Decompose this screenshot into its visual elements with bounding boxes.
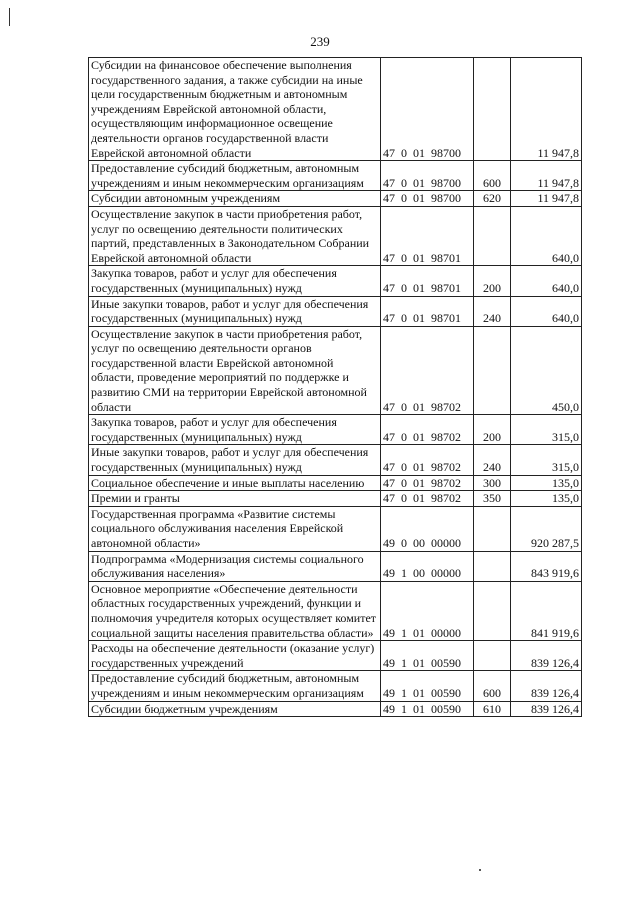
- row-expense-type-cell: 600: [474, 161, 511, 191]
- row-expense-type-cell: 200: [474, 415, 511, 445]
- row-code-cell: 49 1 01 00590: [381, 641, 474, 671]
- row-expense-type-cell: 300: [474, 475, 511, 491]
- row-code-cell: 47 0 01 98701: [381, 266, 474, 296]
- row-expense-type-cell: [474, 506, 511, 551]
- row-expense-type-cell: 240: [474, 296, 511, 326]
- table-row: [89, 58, 582, 161]
- row-expense-type-cell: 620: [474, 191, 511, 207]
- row-name-cell: Осуществление закупок в части приобретения работ, услуг по освещению деятельности политических партий, представленных в Законодательном Собрании Еврейской автономной области: [89, 206, 381, 265]
- row-expense-type-cell: 200: [474, 266, 511, 296]
- row-amount-cell: 315,0: [511, 415, 582, 445]
- row-name-cell: Иные закупки товаров, работ и услуг для обеспечения государственных (муниципальных) нужд: [89, 445, 381, 475]
- budget-table-body: [89, 58, 582, 717]
- row-name-cell: Закупка товаров, работ и услуг для обеспечения государственных (муниципальных) нужд: [89, 415, 381, 445]
- budget-table: [88, 57, 582, 717]
- row-amount-cell: 640,0: [511, 296, 582, 326]
- row-expense-type-cell: [474, 58, 511, 161]
- row-name-cell: Субсидии бюджетным учреждениям: [89, 701, 381, 717]
- row-amount-cell: 839 126,4: [511, 701, 582, 717]
- row-amount-cell: 841 919,6: [511, 581, 582, 640]
- row-name-cell: Субсидии на финансовое обеспечение выполнения государственного задания, а также субсидии на иные цели государственным бюджетным и автономным учреждениям Еврейской автономной области, осуществляющим информационное освещение деятельности органов государственной власти Еврейской автономной области: [89, 58, 381, 161]
- row-code-cell: 47 0 01 98702: [381, 445, 474, 475]
- row-name-cell: Социальное обеспечение и иные выплаты населению: [89, 475, 381, 491]
- row-expense-type-cell: 610: [474, 701, 511, 717]
- row-expense-type-cell: [474, 581, 511, 640]
- row-code-cell: 49 0 00 00000: [381, 506, 474, 551]
- row-amount-cell: 450,0: [511, 326, 582, 415]
- row-name-cell: Предоставление субсидий бюджетным, автономным учреждениям и иным некоммерческим организациям: [89, 671, 381, 701]
- table-row: [89, 475, 582, 491]
- row-name-cell: Премии и гранты: [89, 491, 381, 507]
- table-row: [89, 491, 582, 507]
- table-row: [89, 641, 582, 671]
- row-code-cell: 47 0 01 98702: [381, 475, 474, 491]
- row-code-cell: 49 1 01 00000: [381, 581, 474, 640]
- table-row: [89, 551, 582, 581]
- table-row: [89, 445, 582, 475]
- row-name-cell: Расходы на обеспечение деятельности (оказание услуг) государственных учреждений: [89, 641, 381, 671]
- row-code-cell: 49 1 01 00590: [381, 701, 474, 717]
- row-name-cell: Государственная программа «Развитие системы социального обслуживания населения Еврейской автономной области»: [89, 506, 381, 551]
- table-row: [89, 296, 582, 326]
- row-code-cell: 49 1 01 00590: [381, 671, 474, 701]
- row-expense-type-cell: 600: [474, 671, 511, 701]
- row-name-cell: Закупка товаров, работ и услуг для обеспечения государственных (муниципальных) нужд: [89, 266, 381, 296]
- row-amount-cell: 315,0: [511, 445, 582, 475]
- row-expense-type-cell: 350: [474, 491, 511, 507]
- row-amount-cell: 640,0: [511, 266, 582, 296]
- table-row: [89, 326, 582, 415]
- table-row: [89, 191, 582, 207]
- table-row: [89, 161, 582, 191]
- table-row: [89, 581, 582, 640]
- row-code-cell: 47 0 01 98700: [381, 191, 474, 207]
- row-amount-cell: 135,0: [511, 475, 582, 491]
- row-code-cell: 47 0 01 98702: [381, 326, 474, 415]
- row-name-cell: Предоставление субсидий бюджетным, автономным учреждениям и иным некоммерческим организациям: [89, 161, 381, 191]
- row-expense-type-cell: [474, 551, 511, 581]
- table-row: [89, 506, 582, 551]
- row-code-cell: 47 0 01 98700: [381, 58, 474, 161]
- row-amount-cell: 920 287,5: [511, 506, 582, 551]
- table-row: [89, 671, 582, 701]
- row-amount-cell: 11 947,8: [511, 161, 582, 191]
- row-name-cell: Иные закупки товаров, работ и услуг для обеспечения государственных (муниципальных) нужд: [89, 296, 381, 326]
- row-name-cell: Подпрограмма «Модернизация системы социального обслуживания населения»: [89, 551, 381, 581]
- row-amount-cell: 843 919,6: [511, 551, 582, 581]
- table-row: [89, 415, 582, 445]
- row-expense-type-cell: [474, 326, 511, 415]
- row-code-cell: 47 0 01 98700: [381, 161, 474, 191]
- row-amount-cell: 839 126,4: [511, 641, 582, 671]
- row-name-cell: Субсидии автономным учреждениям: [89, 191, 381, 207]
- row-code-cell: 47 0 01 98701: [381, 296, 474, 326]
- row-code-cell: 47 0 01 98702: [381, 415, 474, 445]
- table-row: [89, 701, 582, 717]
- row-amount-cell: 135,0: [511, 491, 582, 507]
- row-amount-cell: 640,0: [511, 206, 582, 265]
- margin-mark: [9, 8, 10, 26]
- row-name-cell: Основное мероприятие «Обеспечение деятельности областных государственных учреждений, функции и полномочия учредителя которых осуществляет комитет социальной защиты населения правительства области»: [89, 581, 381, 640]
- row-code-cell: 47 0 01 98701: [381, 206, 474, 265]
- row-amount-cell: 11 947,8: [511, 58, 582, 161]
- scan-speck: [479, 869, 481, 871]
- row-name-cell: Осуществление закупок в части приобретения работ, услуг по освещению деятельности органов государственной власти Еврейской автономной области, проведение мероприятий по поддержке и развитию СМИ на территории Еврейской автономной области: [89, 326, 381, 415]
- table-row: [89, 266, 582, 296]
- table-row: [89, 206, 582, 265]
- row-expense-type-cell: [474, 206, 511, 265]
- row-expense-type-cell: [474, 641, 511, 671]
- row-code-cell: 49 1 00 00000: [381, 551, 474, 581]
- row-amount-cell: 11 947,8: [511, 191, 582, 207]
- row-amount-cell: 839 126,4: [511, 671, 582, 701]
- row-expense-type-cell: 240: [474, 445, 511, 475]
- row-code-cell: 47 0 01 98702: [381, 491, 474, 507]
- page-number: 239: [310, 34, 330, 49]
